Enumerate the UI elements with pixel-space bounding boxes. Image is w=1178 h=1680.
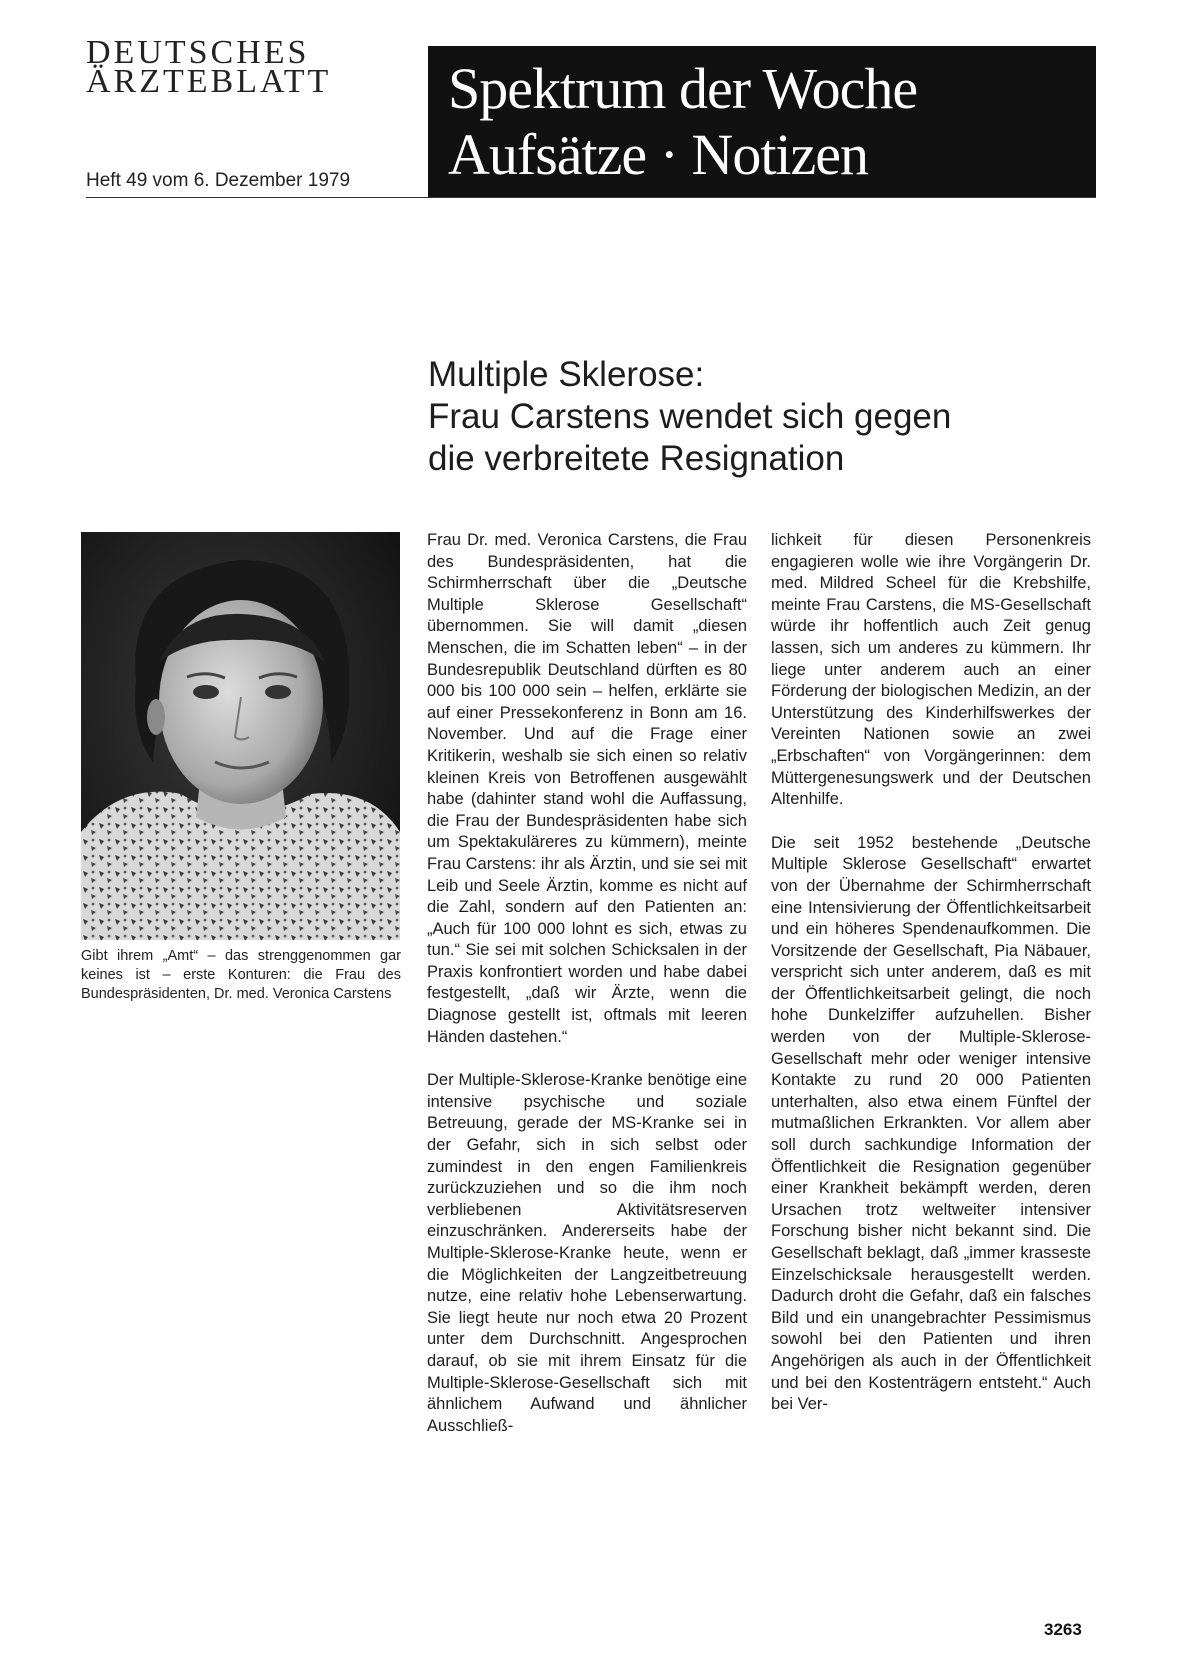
page-number: 3263 [1044,1620,1082,1639]
masthead-title [86,34,332,100]
article-headline [428,354,951,480]
article-column-2 [771,530,1091,1416]
headline-line-1: Multiple Sklerose: [428,355,705,394]
masthead-line-2: ÄRZTEBLATT [86,63,332,100]
section-title-line-2: Aufsätze · Notizen [448,122,869,187]
section-banner [428,46,1096,198]
masthead-line-1: DEUTSCHES [86,34,310,71]
article-paragraph: Die seit 1952 bestehende „Deutsche Multiple Sklerose Gesellschaft“ erwartet von der Übernahme der Schirmherrschaft eine Intensivierung der Öffentlichkeitsarbeit und ein höheres Spendenaufkommen. Die Vorsitzende der Gesellschaft, Pia Näbauer, verspricht sich unter anderem, daß es mit der Öffentlichkeitsarbeit gelingt, die noch hohe Dunkelziffer aufzuhellen. Bisher werden von der Multiple-Sklerose-Gesellschaft mehr oder weniger intensive Kontakte zu rund 20 000 Patienten unterhalten, also etwa einem Fünftel der mutmaßlichen Erkrankten. Vor allem aber soll durch sachkundige Information der Öffentlichkeit die Resignation gegenüber einer Krankheit bekämpft werden, deren Ursachen trotz weltweiter intensiver Forschung bisher nicht bekannt sind. Die Gesellschaft beklagt, daß „immer krasseste Einzelschicksale herausgestellt werden. Dadurch droht die Gefahr, daß ein falsches Bild und ein unangebrachter Pessimismus sowohl bei den Patienten und ihren Angehörigen als auch in der Öffentlichkeit und bei den Kostenträgern entsteht.“ Auch bei Ver- [771,833,1091,1414]
article-paragraph: Frau Dr. med. Veronica Carstens, die Frau des Bundespräsidenten, hat die Schirmherrschaft über die „Deutsche Multiple Sklerose Gesellschaft“ übernommen. Sie will damit „diesen Menschen, die im Schatten leben“ – in der Bundesrepublik Deutschland dürften es 80 000 bis 100 000 sein – helfen, erklärte sie auf einer Pressekonferenz in Bonn am 16. November. Und auf die Frage einer Kritikerin, weshalb sie sich einen so relativ kleinen Kreis von Betroffenen ausgewählt habe (dahinter stand wohl die Auffassung, die Frau der Bundespräsidenten habe sich um Spektakuläreres zu kümmern), meinte Frau Carstens: ihr als Ärztin, und sie sei mit Leib und Seele Ärztin, komme es nicht auf die Zahl, sondern auf den Patienten an: „Auch für 100 000 lohnt es sich, etwas zu tun.“ Sie sei mit solchen Schicksalen in der Praxis konfrontiert worden und habe dabei festgestellt, „daß wir Ärzte, wenn die Diagnose gestellt ist, oftmals mit leeren Händen dastehen.“ [427,531,747,1046]
headline-line-3: die verbreitete Resignation [428,439,845,478]
issue-info: Heft 49 vom 6. Dezember 1979 [86,170,351,191]
article-paragraph: Der Multiple-Sklerose-Kranke benötige eine intensive psychische und soziale Betreuung, gerade der MS-Kranke sei in der Gefahr, sich in sich selbst oder zumindest in den engen Familienkreis zurückzuziehen und so die ihm noch verbliebenen Aktivitätsreserven einzuschränken. Andererseits habe der Multiple-Sklerose-Kranke heute, wenn er die Möglichkeiten der Langzeitbetreuung nutze, eine relativ hohe Lebenserwartung. Sie liegt heute nur noch etwa 20 Prozent unter dem Durchschnitt. Angesprochen darauf, ob sie mit ihrem Einsatz für die Multiple-Sklerose-Gesellschaft sich mit ähnlichem Aufwand und ähnlicher Ausschließ- [427,1071,747,1435]
article-paragraph: lichkeit für diesen Personenkreis engagieren wolle wie ihre Vorgängerin Dr. med. Mildred Scheel für die Krebshilfe, meinte Frau Carstens, die MS-Gesellschaft würde ihr hoffentlich auch Zeit genug lassen, sich um anderes zu kümmern. Ihr liege unter anderem auch an einer Förderung der biologischen Medizin, an der Unterstützung des Kinderhilfswerkes der Vereinten Nationen sowie an zwei „Erbschaften“ von Vorgängerinnen: dem Müttergenesungswerk und der Deutschen Altenhilfe. [771,531,1091,809]
article-column-1 [427,530,747,1437]
header-divider [86,197,1096,198]
headline-line-2: Frau Carstens wendet sich gegen [428,397,952,436]
portrait-photo [81,532,400,940]
photo-caption: Gibt ihrem „Amt“ – das strenggenommen gar keines ist – erste Konturen: die Frau des Bundespräsidenten, Dr. med. Veronica Carstens [81,948,401,1002]
section-title-line-1: Spektrum der Woche [448,56,918,121]
